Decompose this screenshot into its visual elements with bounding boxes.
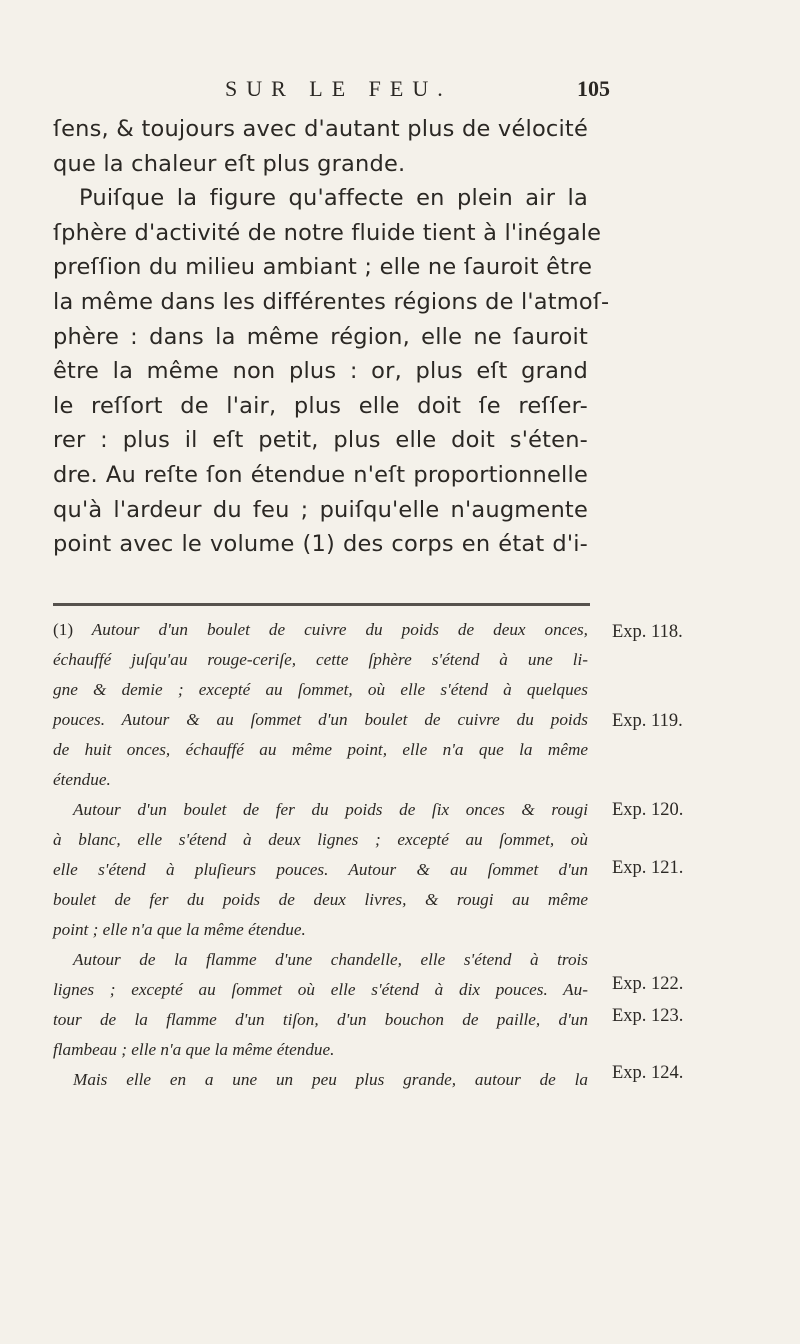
- body-line: dre. Au reſte ſon étendue n'eſt proportionnelle: [53, 461, 588, 488]
- footnote-line: de huit onces, échauffé au même point, elle n'a que la même: [53, 740, 588, 759]
- footnote-line: étendue.: [53, 770, 111, 789]
- footnote-line: pouces. Autour & au ſommet d'un boulet de cuivre du poids: [53, 710, 588, 729]
- footnote: [53, 615, 588, 1095]
- body-line: Puiſque la figure qu'affecte en plein air la: [79, 185, 588, 212]
- footnote-divider: [53, 603, 590, 606]
- body-line: ſens, & toujours avec d'autant plus de vélocité: [53, 116, 588, 142]
- margin-note: Exp. 124.: [612, 1063, 684, 1083]
- footnote-line: [53, 615, 588, 645]
- footnote-line: échauffé juſqu'au rouge-ceriſe, cette ſphère s'étend à une li-: [53, 650, 588, 669]
- body-line: point avec le volume (1) des corps en état d'i-: [53, 531, 588, 558]
- body-line: preſſion du milieu ambiant ; elle ne ſauroit être: [53, 254, 593, 281]
- footnote-line: à blanc, elle s'étend à deux lignes ; excepté au ſommet, où: [53, 830, 588, 849]
- footnote-line: boulet de fer du poids de deux livres, & rougi au même: [53, 890, 588, 909]
- body-line: être la même non plus : or, plus eſt grand: [53, 358, 588, 385]
- footnote-line: point ; elle n'a que la même étendue.: [53, 920, 306, 939]
- footnote-line: lignes ; excepté au ſommet où elle s'étend à dix pouces. Au-: [53, 980, 588, 999]
- margin-note: Exp. 118.: [612, 622, 683, 642]
- footnote-line: Mais elle en a une un peu plus grande, autour de la: [73, 1070, 588, 1089]
- footnote-first-line: Autour d'un boulet de cuivre du poids de deux onces,: [91, 620, 588, 639]
- body-line: qu'à l'ardeur du feu ; puiſqu'elle n'augmente: [53, 496, 588, 523]
- footnote-line: elle s'étend à pluſieurs pouces. Autour & au ſommet d'un: [53, 860, 588, 879]
- margin-note: Exp. 119.: [612, 711, 683, 731]
- footnote-line: Autour de la flamme d'une chandelle, elle s'étend à trois: [73, 950, 588, 969]
- margin-note: Exp. 120.: [612, 800, 684, 820]
- page-number: 105: [577, 76, 610, 101]
- body-line: que la chaleur eſt plus grande.: [53, 150, 406, 177]
- running-head: [225, 76, 610, 110]
- margin-note: Exp. 121.: [612, 858, 684, 878]
- running-title: SUR LE FEU.: [225, 76, 452, 101]
- body-line: la même dans les différentes régions de l'atmoſ-: [53, 288, 610, 315]
- margin-note: Exp. 122.: [612, 974, 684, 994]
- footnote-marker: (1): [53, 620, 74, 639]
- footnote-line: gne & demie ; excepté au ſommet, où elle s'étend à quelques: [53, 680, 588, 699]
- footnote-line: flambeau ; elle n'a que la même étendue.: [53, 1040, 335, 1059]
- body-line: ſphère d'activité de notre fluide tient à l'inégale: [53, 219, 602, 246]
- body-line: rer : plus il eſt petit, plus elle doit s'éten-: [53, 427, 588, 454]
- body-line: le reſſort de l'air, plus elle doit ſe reſſer-: [53, 392, 588, 419]
- main-text: [53, 112, 610, 562]
- margin-note: Exp. 123.: [612, 1006, 684, 1026]
- footnote-line: tour de la flamme d'un tiſon, d'un bouchon de paille, d'un: [53, 1010, 588, 1029]
- footnote-line: Autour d'un boulet de fer du poids de ſix onces & rougi: [73, 800, 588, 819]
- body-line: phère : dans la même région, elle ne ſauroit: [53, 323, 588, 350]
